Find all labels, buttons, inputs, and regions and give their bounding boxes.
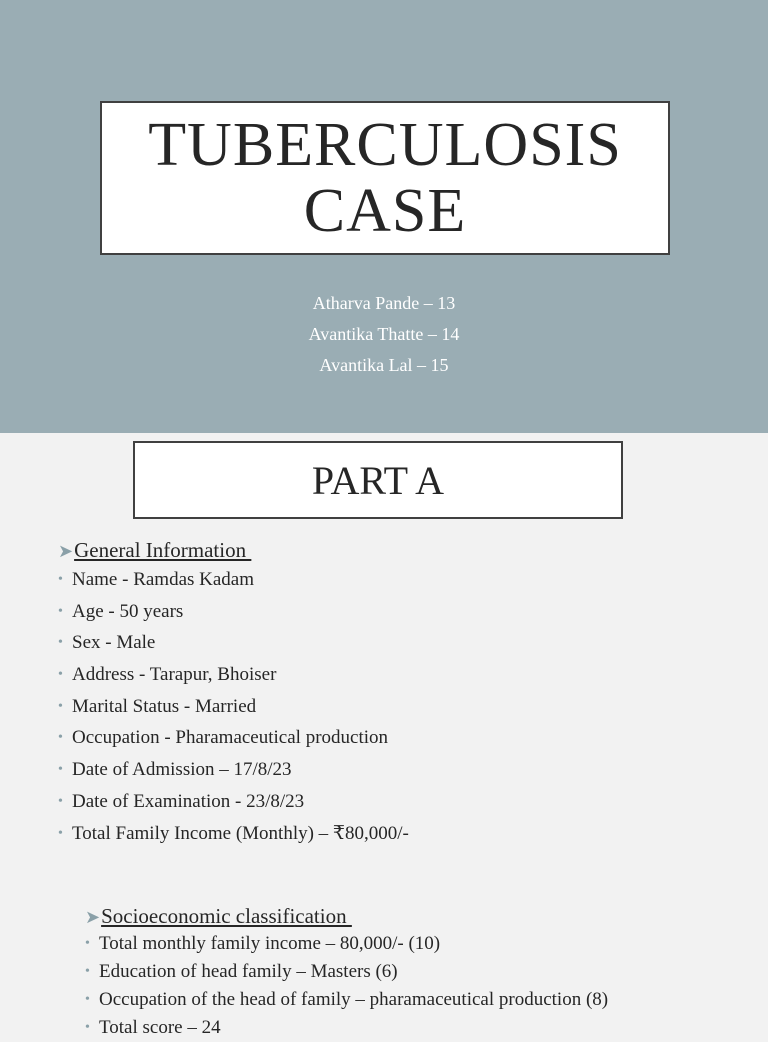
bullet-dot-icon: • [85, 992, 90, 1007]
title-line-2: CASE [303, 177, 467, 245]
list-item [58, 722, 409, 754]
bullet-dot-icon: • [58, 730, 63, 746]
list-item-text: Marital Status - Married [72, 695, 257, 717]
list-item [58, 754, 409, 786]
list-item [85, 930, 608, 958]
list-item-text: Age - 50 years [72, 600, 184, 622]
bullet-dot-icon: • [58, 667, 63, 683]
bullet-dot-icon: • [58, 793, 63, 809]
list-item [58, 596, 409, 628]
list-item [85, 1014, 608, 1042]
list-item-text: Name - Ramdas Kadam [72, 569, 255, 590]
list-item-text: Total Family Income (Monthly) – ₹80,000/- [72, 822, 409, 844]
bullet-dot-icon: • [58, 762, 63, 778]
list-item-text: Occupation of the head of family – pharamaceutical production (8) [99, 989, 609, 1010]
bullet-dot-icon: • [58, 825, 63, 841]
bullet-dot-icon: • [58, 635, 63, 651]
socioeconomic-list [85, 930, 609, 1042]
list-item [58, 659, 409, 691]
bullet-dot-icon: • [58, 603, 63, 619]
arrowhead-bullet-icon: ➤ [58, 541, 74, 561]
cover-slide [0, 0, 768, 433]
list-item-text: Occupation - Pharamaceutical production [72, 727, 389, 749]
list-item-text: Date of Admission – 17/8/23 [72, 759, 292, 781]
bullet-dot-icon: • [85, 964, 90, 979]
list-item-text: Date of Examination - 23/8/23 [72, 790, 305, 812]
list-item [58, 818, 409, 850]
part-a-heading: PART A [133, 441, 623, 519]
list-item [58, 627, 409, 659]
bullet-dot-icon: • [85, 936, 90, 951]
author-2: Avantika Thatte – 14 [308, 324, 460, 344]
list-item [85, 958, 608, 986]
bullet-dot-icon: • [85, 1020, 90, 1035]
bullet-dot-icon: • [58, 572, 63, 587]
socioeconomic-title: Socioeconomic classification [101, 904, 352, 928]
list-item [58, 691, 409, 723]
author-1: Atharva Pande – 13 [312, 293, 456, 313]
list-item-text: Education of head family – Masters (6) [99, 961, 398, 982]
author-list [0, 290, 768, 383]
list-item [85, 986, 609, 1014]
list-item-text: Address - Tarapur, Bhoiser [72, 664, 277, 686]
author-3: Avantika Lal – 15 [319, 355, 449, 375]
part-a-slide [0, 433, 768, 1038]
list-item-text: Total score – 24 [99, 1017, 221, 1038]
bullet-dot-icon: • [58, 698, 63, 714]
general-info-list [58, 564, 409, 849]
list-item-text: Sex - Male [72, 632, 156, 654]
list-item-text: Total monthly family income – 80,000/- (10) [99, 933, 441, 954]
title-line-1: TUBERCULOSIS [148, 111, 622, 179]
list-item [58, 786, 409, 818]
socioeconomic-heading [85, 904, 352, 929]
general-info-title: General Information [74, 538, 252, 562]
general-info-heading [58, 538, 251, 563]
list-item [58, 564, 409, 596]
title-box [100, 101, 670, 255]
arrowhead-bullet-icon: ➤ [85, 907, 101, 927]
